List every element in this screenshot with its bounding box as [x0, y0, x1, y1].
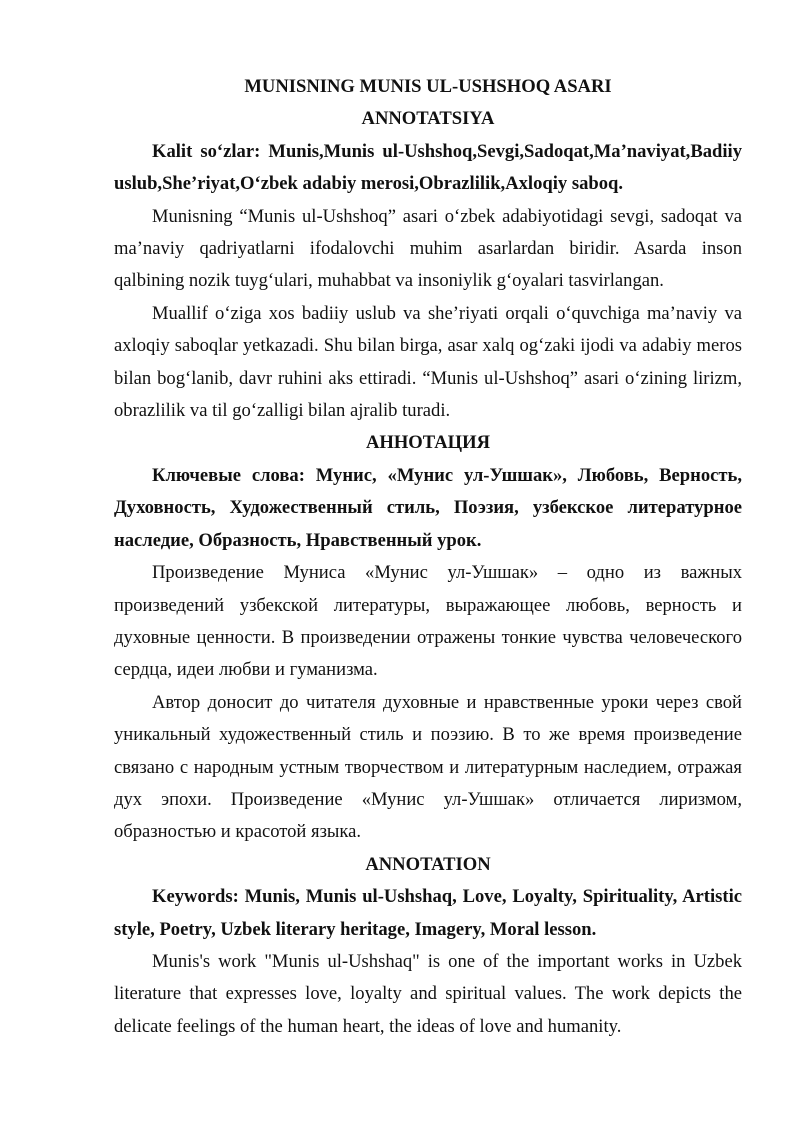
ru-paragraph-2: Автор доносит до читателя духовные и нравственные уроки через свой уникальный художественный стиль и поэзию. В то же время произведение связано с народным устным творчеством и литературным наследием, отражая дух эпохи. Произведение «Мунис ул-Ушшак» отличается лиризмом, образностью и красотой языка.: [114, 691, 742, 843]
ru-keywords: Ключевые слова: Мунис, «Мунис ул-Ушшак», Любовь, Верность, Духовность, Художественный стиль, Поэзия, узбекское литературное наследие, Образность, Нравственный урок.: [114, 464, 742, 551]
en-paragraph-1: Munis's work "Munis ul-Ushshaq" is one of the important works in Uzbek literature that expresses love, loyalty and spiritual values. The work depicts the delicate feelings of the human heart, the ideas of love and humanity.: [114, 950, 742, 1037]
ru-paragraph-1: Произведение Муниса «Мунис ул-Ушшак» – одно из важных произведений узбекской литературы, выражающее любовь, верность и духовные ценности. В произведении отражены тонкие чувства человеческого сердца, идеи любви и гуманизма.: [114, 562, 742, 681]
uz-annotation-heading: ANNOTATSIYA: [361, 108, 495, 130]
document-page: [114, 71, 742, 1043]
ru-annotation-heading: АННОТАЦИЯ: [365, 432, 491, 454]
en-keywords: Keywords: Munis, Munis ul-Ushshaq, Love, Loyalty, Spirituality, Artistic style, Poetry, Uzbek literary heritage, Imagery, Moral lesson.: [114, 886, 742, 940]
uz-keywords: Kalit so‘zlar: Munis,Munis ul-Ushshoq,Sevgi,Sadoqat,Ma’naviyat,Badiiy uslub,She’riyat,O‘zbek adabiy merosi,Obrazlilik,Axloqiy saboq.: [114, 140, 742, 195]
uz-paragraph-1: Munisning “Munis ul-Ushshoq” asari o‘zbek adabiyotidagi sevgi, sadoqat va ma’naviy qadriyatlarni ifodalovchi muhim asarlardan biridir. Asarda inson qalbining nozik tuyg‘ulari, muhabbat va insoniylik g‘oyalari tasvirlangan.: [114, 205, 742, 292]
en-annotation-heading: ANNOTATION: [365, 853, 491, 875]
document-title: MUNISNING MUNIS UL-USHSHOQ ASARI: [244, 76, 612, 97]
uz-paragraph-2: Muallif o‘ziga xos badiiy uslub va she’riyati orqali o‘quvchiga ma’naviy va axloqiy saboqlar yetkazadi. Shu bilan birga, asar xalq og‘zaki ijodi va adabiy meros bilan bog‘lanib, davr ruhini aks ettiradi. “Munis ul-Ushshoq” asari o‘zining lirizm, obrazlilik va til go‘zalligi bilan ajralib turadi.: [114, 302, 742, 422]
